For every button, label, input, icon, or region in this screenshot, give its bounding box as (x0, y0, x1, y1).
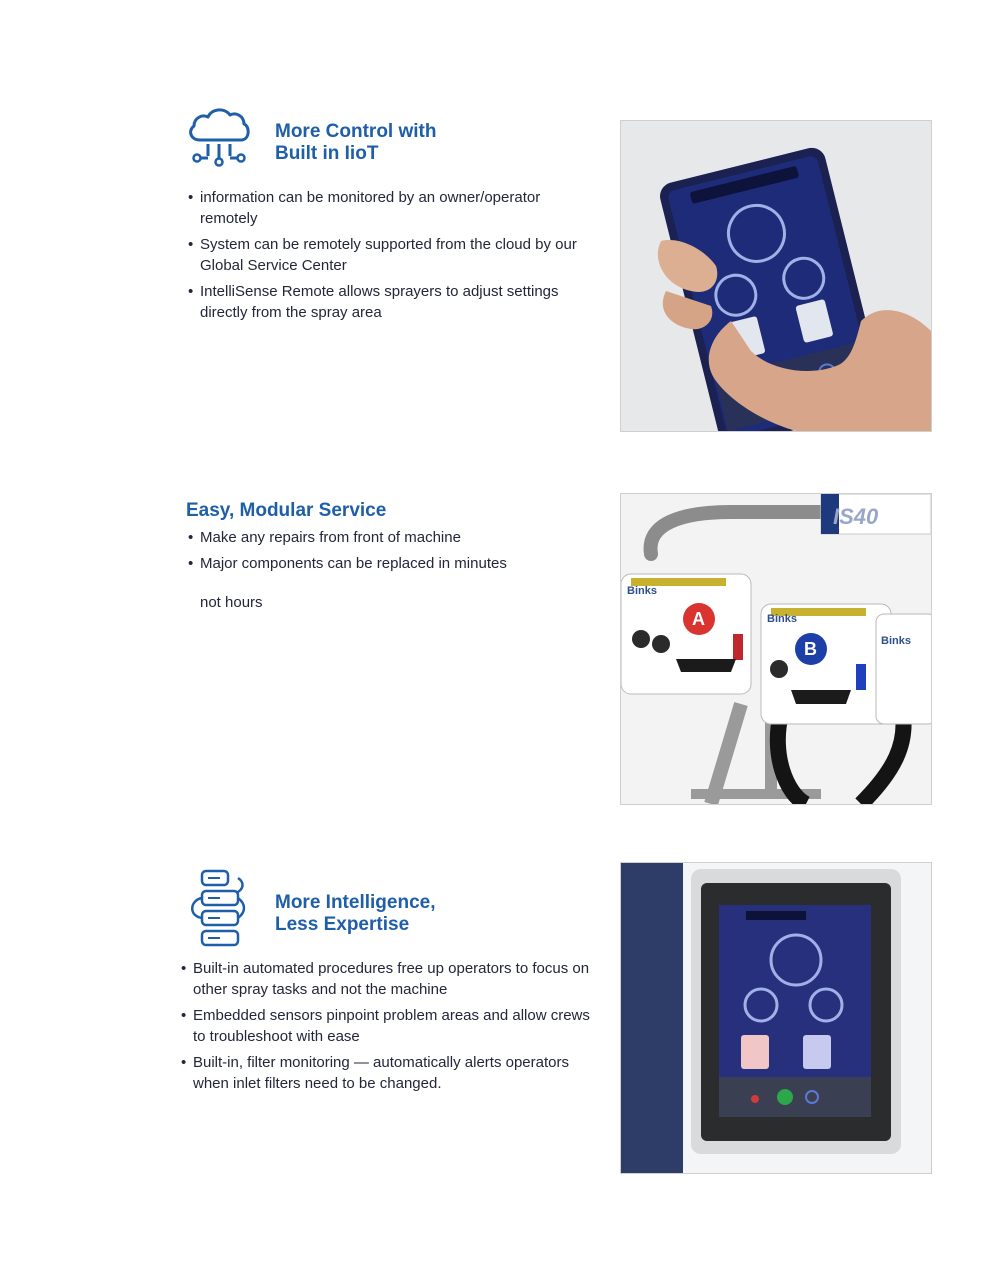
section-heading: Easy, Modular Service (186, 500, 387, 521)
bullet-list (186, 527, 606, 579)
list-item: • Major components can be replaced in minutes (186, 553, 606, 574)
brand-label: Binks (627, 585, 657, 597)
heading-line: Less Expertise (275, 914, 410, 935)
list-item: • Embedded sensors pinpoint problem areas and allow crews to troubleshoot with ease (179, 1005, 599, 1047)
modular-pump-units-image (620, 493, 932, 805)
brand-label: Binks (881, 635, 911, 647)
continuation-text: not hours (200, 594, 263, 611)
brand-label: Binks (767, 613, 797, 625)
unit-b-label: B (804, 639, 817, 659)
model-label: IS40 (833, 504, 879, 529)
list-item: • IntelliSense Remote allows sprayers to adjust settings directly from the spray area (186, 281, 596, 323)
hand-holding-phone-image (620, 120, 932, 432)
section-heading (275, 121, 436, 165)
list-item: • System can be remotely supported from the cloud by our Global Service Center (186, 234, 596, 276)
section-heading (275, 892, 435, 936)
bullet-list (179, 958, 599, 1099)
list-item: • Built-in automated procedures free up operators to focus on other spray tasks and not the machine (179, 958, 599, 1000)
heading-line: Built in IioT (275, 143, 379, 164)
heading-line: More Intelligence, (275, 892, 436, 913)
touchscreen-controller-image (620, 862, 932, 1174)
bullet-list (186, 187, 596, 328)
list-item: • information can be monitored by an owner/operator remotely (186, 187, 596, 229)
server-stack-icon (186, 868, 246, 950)
heading-line: More Control with (275, 121, 437, 142)
cloud-network-icon (186, 106, 252, 168)
list-item: • Built-in, filter monitoring — automatically alerts operators when inlet filters need to be changed. (179, 1052, 599, 1094)
list-item: • Make any repairs from front of machine (186, 527, 606, 548)
unit-a-label: A (692, 609, 705, 629)
